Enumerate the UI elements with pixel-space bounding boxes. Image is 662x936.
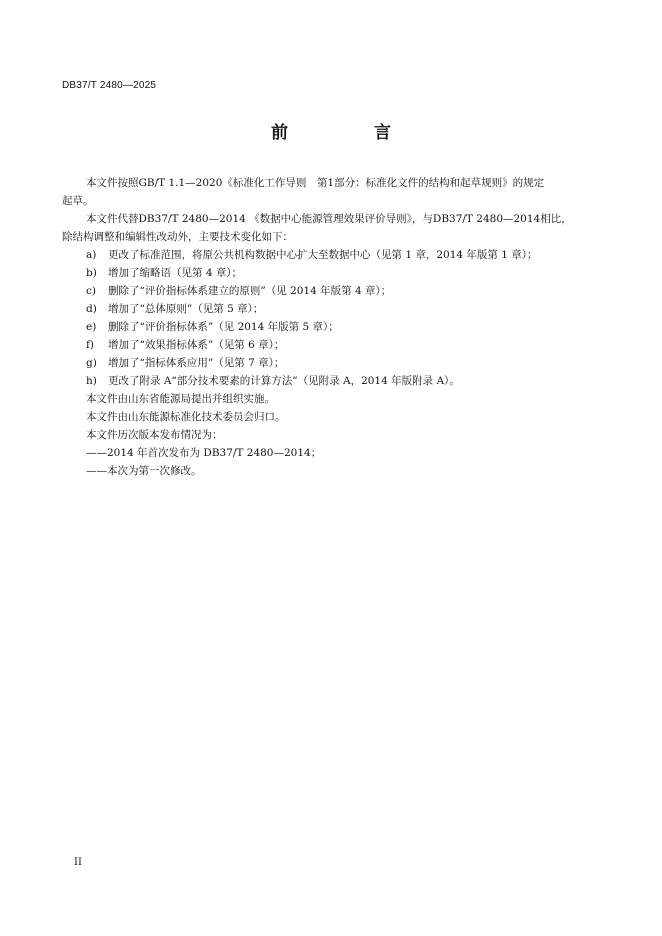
statement-proposed-by: 本文件由山东省能源局提出并组织实施。 [86,393,275,405]
list-item [62,246,602,264]
statement-centralized-by: 本文件由山东能源标准化技术委员会归口。 [86,411,286,423]
statement-history-intro: 本文件历次版本发布情况为： [86,429,223,441]
document-code: DB37/T 2480—2025 [62,80,157,91]
history-list [62,444,602,480]
list-marker: d) [86,303,97,315]
list-text: 增加了缩略语（见第 4 章）； [108,267,243,279]
list-item [62,264,602,282]
history-item: ——本次为第一次修改。 [86,465,202,477]
list-text: 更改了标准范围，将原公共机构数据中心扩大至数据中心（见第 1 章，2014 年版第 1 章）； [108,249,538,261]
list-text: 删除了“评价指标体系建立的原则”（见 2014 年版第 4 章）； [108,285,392,297]
changes-list [62,246,602,390]
list-text: 删除了“评价指标体系”（见 2014 年版第 5 章）； [108,321,339,333]
list-marker: h) [86,375,97,387]
list-marker: g) [86,357,97,369]
paragraph-drafting-basis-line1: 本文件按照GB/T 1.1—2020《标准化工作导则 第1部分：标准化文件的结构和起草规则》的规定 [86,177,545,189]
paragraph-replacement-line2: 除结构调整和编辑性改动外，主要技术变化如下： [62,231,293,243]
list-item [62,336,602,354]
foreword-body [62,174,602,480]
list-text: 增加了“效果指标体系”（见第 6 章）； [108,339,285,351]
list-marker: e) [86,321,97,333]
list-marker: f) [86,339,94,351]
list-item [62,282,602,300]
list-item [62,372,602,390]
list-marker: b) [86,267,97,279]
paragraph-replacement-line1: 本文件代替DB37/T 2480—2014 《数据中心能源管理效果评价导则》，与DB37/T 2480—2014相比， [86,213,572,225]
list-item [62,318,602,336]
paragraph-drafting-basis-line2: 起草。 [62,195,94,207]
history-item: ——2014 年首次发布为 DB37/T 2480—2014； [86,447,322,459]
page-title: 前 言 [271,123,431,143]
list-text: 更改了附录 A“部分技术要素的计算方法”（见附录 A，2014 年版附录 A）。 [108,375,460,387]
list-item [62,354,602,372]
page-number: II [74,857,82,868]
list-text: 增加了“指标体系应用”（见第 7 章）； [108,357,285,369]
list-marker: a) [86,249,97,261]
list-item [62,300,602,318]
list-text: 增加了“总体原则”（见第 5 章）； [108,303,264,315]
list-marker: c) [86,285,96,297]
